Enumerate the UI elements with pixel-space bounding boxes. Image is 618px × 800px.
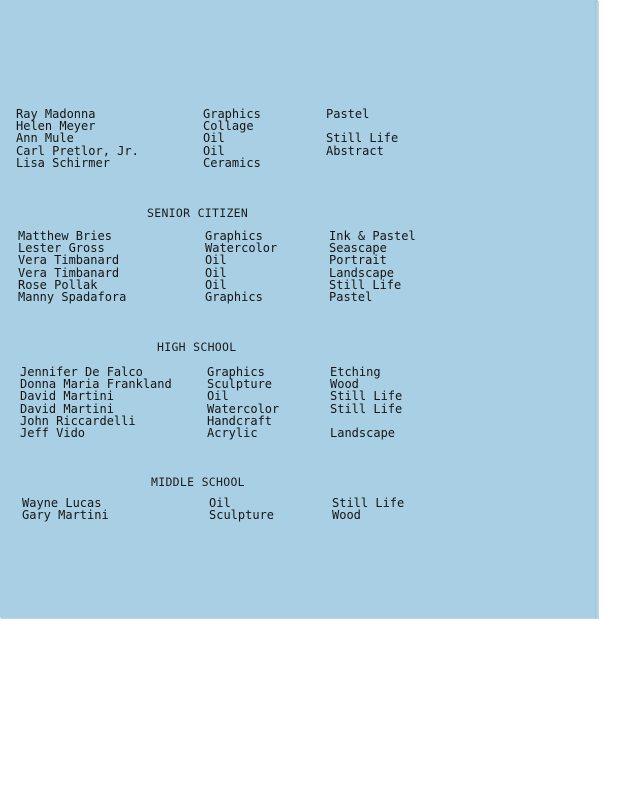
artist-name: Jennifer De Falco — [20, 365, 143, 379]
artist-name: Ann Mule — [16, 131, 74, 146]
table-row — [0, 403, 598, 415]
entry-list — [0, 366, 598, 439]
table-row — [0, 145, 598, 157]
subject: Still Life — [332, 496, 405, 510]
artist-name: David Martini — [20, 401, 114, 416]
artist-name: Vera Timbanard — [18, 253, 120, 268]
medium: Graphics — [205, 289, 263, 304]
medium: Sculpture — [209, 508, 275, 523]
artist-name: David Martini — [20, 389, 114, 404]
section-heading: MIDDLE SCHOOL — [151, 475, 245, 489]
subject: Portrait — [329, 253, 387, 268]
artist-name: Ray Madonna — [16, 107, 96, 121]
table-row — [0, 120, 598, 132]
section-heading: SENIOR CITIZEN — [147, 206, 249, 220]
artist-name: John Riccardelli — [20, 413, 136, 428]
table-row — [0, 267, 598, 279]
artist-name: Jeff Vido — [20, 425, 86, 440]
artist-name: Wayne Lucas — [22, 496, 102, 510]
table-row — [0, 427, 598, 439]
subject: Landscape — [330, 425, 396, 440]
table-row — [0, 390, 598, 402]
medium: Oil — [209, 496, 231, 510]
subject: Wood — [330, 377, 359, 392]
medium: Oil — [203, 131, 225, 146]
artist-name: Lester Gross — [18, 241, 105, 256]
table-row — [0, 415, 598, 427]
entry-list — [0, 108, 598, 169]
table-row — [0, 509, 598, 521]
subject: Etching — [330, 365, 381, 379]
medium: Watercolor — [205, 241, 278, 256]
medium: Acrylic — [207, 425, 258, 440]
subject: Still Life — [329, 277, 402, 292]
artist-name: Manny Spadafora — [18, 289, 127, 304]
artist-name: Lisa Schirmer — [16, 155, 110, 170]
subject: Pastel — [326, 107, 370, 121]
subject: Ink & Pastel — [329, 229, 416, 243]
subject: Wood — [332, 508, 361, 523]
medium: Graphics — [205, 229, 263, 243]
table-row — [0, 291, 598, 303]
medium: Watercolor — [207, 401, 280, 416]
artist-name: Rose Pollak — [18, 277, 98, 292]
table-row — [0, 254, 598, 266]
artist-name: Carl Pretlor, Jr. — [16, 143, 139, 158]
medium: Oil — [205, 253, 227, 268]
medium: Oil — [205, 277, 227, 292]
entry-list — [0, 230, 598, 303]
artist-name: Matthew Bries — [18, 229, 112, 243]
subject: Still Life — [330, 389, 403, 404]
medium: Oil — [205, 265, 227, 280]
subject: Pastel — [329, 289, 373, 304]
medium: Oil — [207, 389, 229, 404]
artist-name: Gary Martini — [22, 508, 109, 523]
subject: Seascape — [329, 241, 387, 256]
medium: Graphics — [207, 365, 265, 379]
medium: Sculpture — [207, 377, 273, 392]
subject: Abstract — [326, 143, 384, 158]
entry-list — [0, 497, 598, 521]
table-row — [0, 157, 598, 169]
medium: Oil — [203, 143, 225, 158]
artist-name: Donna Maria Frankland — [20, 377, 172, 392]
medium: Ceramics — [203, 155, 261, 170]
subject: Still Life — [326, 131, 399, 146]
artist-name: Vera Timbanard — [18, 265, 120, 280]
section-heading: HIGH SCHOOL — [157, 340, 237, 354]
artist-name: Helen Meyer — [16, 119, 96, 134]
medium: Collage — [203, 119, 254, 134]
subject: Still Life — [330, 401, 403, 416]
medium: Handcraft — [207, 413, 273, 428]
subject: Landscape — [329, 265, 395, 280]
medium: Graphics — [203, 107, 261, 121]
table-row — [0, 132, 598, 144]
